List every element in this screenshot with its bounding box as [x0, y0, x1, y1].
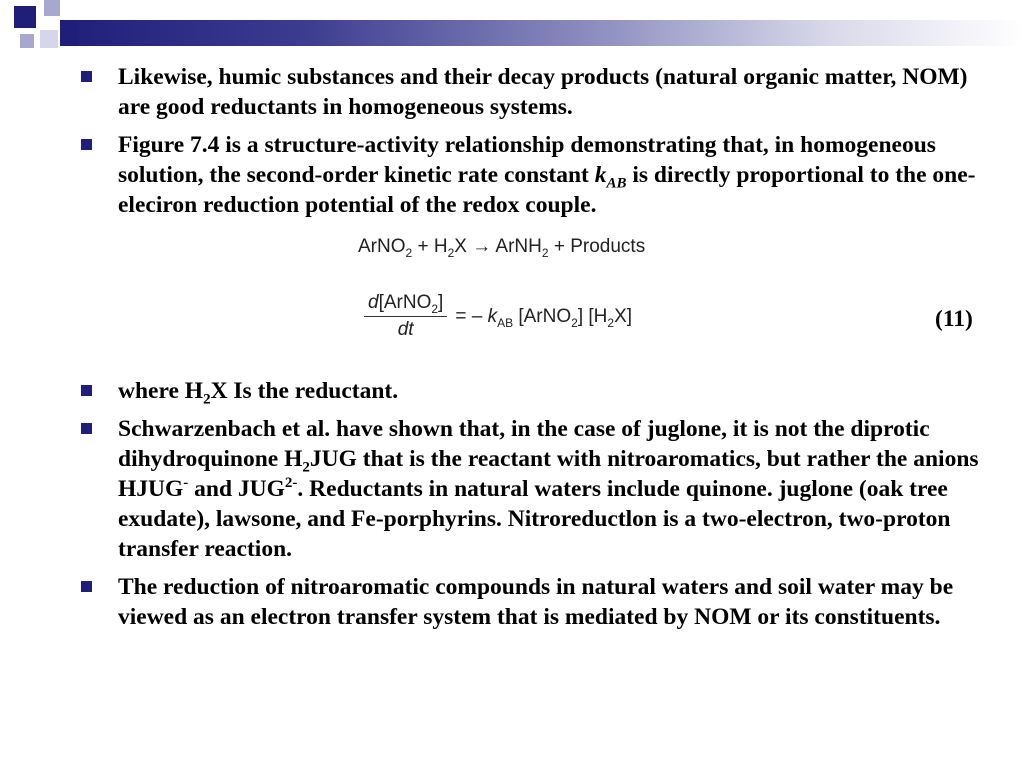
eq-text: ]: [438, 292, 444, 313]
eq-sub: 2: [541, 245, 549, 260]
eq-text: + Products: [548, 236, 646, 257]
bullet-text: is directly proportional to the one-eleciron reduction potential of the redox couple.: [118, 162, 976, 218]
rate-constant-subscript: AB: [606, 175, 627, 192]
bullet-text: JUG that is the reactant with nitroaromatics, but rather the anions HJUG: [118, 446, 979, 502]
bullet-item-3: [80, 376, 990, 406]
bullet-text: . Reductants in natural waters include quinone. juglone (oak tree exudate), lawsone, and Fe-porphyrins. Nitroreductlon is a two-electron, two-proton transfer reaction.: [118, 476, 951, 562]
fraction-numerator: [364, 292, 447, 317]
eq-sub: AB: [497, 315, 514, 330]
bullet-text: Likewise, humic substances and their decay products (natural organic matter, NOM) are good reductants in homogeneous systems.: [118, 64, 968, 120]
bullet-square-icon: [81, 71, 92, 82]
equation-block: [80, 228, 990, 368]
eq-text: [ArNO: [513, 305, 572, 327]
bullet-text: where H: [118, 378, 204, 404]
eq-sub: 2: [447, 245, 455, 260]
header-square-navy: [14, 6, 36, 28]
eq-text: d: [368, 292, 379, 313]
bullet-square-icon: [81, 385, 92, 396]
bullet-text: and JUG: [188, 476, 285, 502]
header-square-navy-bar: [60, 20, 78, 46]
bullet-text: X Is the reductant.: [210, 378, 399, 404]
eq-text: ]: [577, 305, 584, 327]
bullet-text: Figure 7.4 is a structure-activity relationship demonstrating that, in homogeneous solution, the second-order kinetic rate constant: [118, 132, 936, 188]
rate-rhs: [455, 306, 632, 328]
bullet-subscript: 2: [203, 391, 211, 408]
rate-constant-symbol: k: [594, 162, 607, 188]
eq-sub: 2: [607, 315, 615, 330]
bullet-item-1: [80, 62, 990, 122]
header-square-pale: [40, 30, 58, 48]
bullet-item-4: [80, 414, 990, 564]
bullet-text: Schwarzenbach et al. have shown that, in the case of juglone, it is not the diprotic dihydroquinone H: [118, 416, 930, 472]
slide-content: [80, 62, 990, 640]
rate-equation: [364, 292, 632, 341]
eq-text: [H: [583, 305, 608, 327]
fraction-denominator: dt: [397, 319, 414, 340]
eq-text: ArNO: [358, 236, 406, 257]
eq-sub: 2: [405, 245, 413, 260]
bullet-subscript: 2: [302, 459, 310, 476]
eq-text: X → ArNH: [454, 236, 542, 257]
eq-text: = –: [455, 305, 488, 327]
rate-fraction: [364, 292, 447, 341]
eq-sub: 2: [571, 315, 578, 330]
bullet-item-2: [80, 130, 990, 220]
equation-number: (11): [935, 306, 973, 332]
bullet-superscript: -: [183, 475, 189, 492]
bullet-text: The reduction of nitroaromatic compounds in natural waters and soil water may be viewed as an electron transfer system that is mediated by NOM or its constituents.: [118, 574, 954, 630]
header-square-lavender-small: [20, 34, 34, 48]
reaction-equation: [358, 236, 645, 258]
header-gradient-bar: [60, 20, 1024, 46]
bullet-square-icon: [81, 581, 92, 592]
bullet-superscript: 2-: [284, 475, 298, 492]
eq-text: X]: [614, 305, 633, 327]
eq-text: + H: [412, 236, 448, 257]
bullet-square-icon: [81, 139, 92, 150]
bullet-square-icon: [81, 423, 92, 434]
bullet-item-5: [80, 572, 990, 632]
eq-text: [ArNO: [378, 292, 432, 313]
eq-sub: 2: [431, 301, 439, 316]
header-square-lavender: [44, 0, 60, 16]
eq-text: k: [487, 305, 498, 327]
